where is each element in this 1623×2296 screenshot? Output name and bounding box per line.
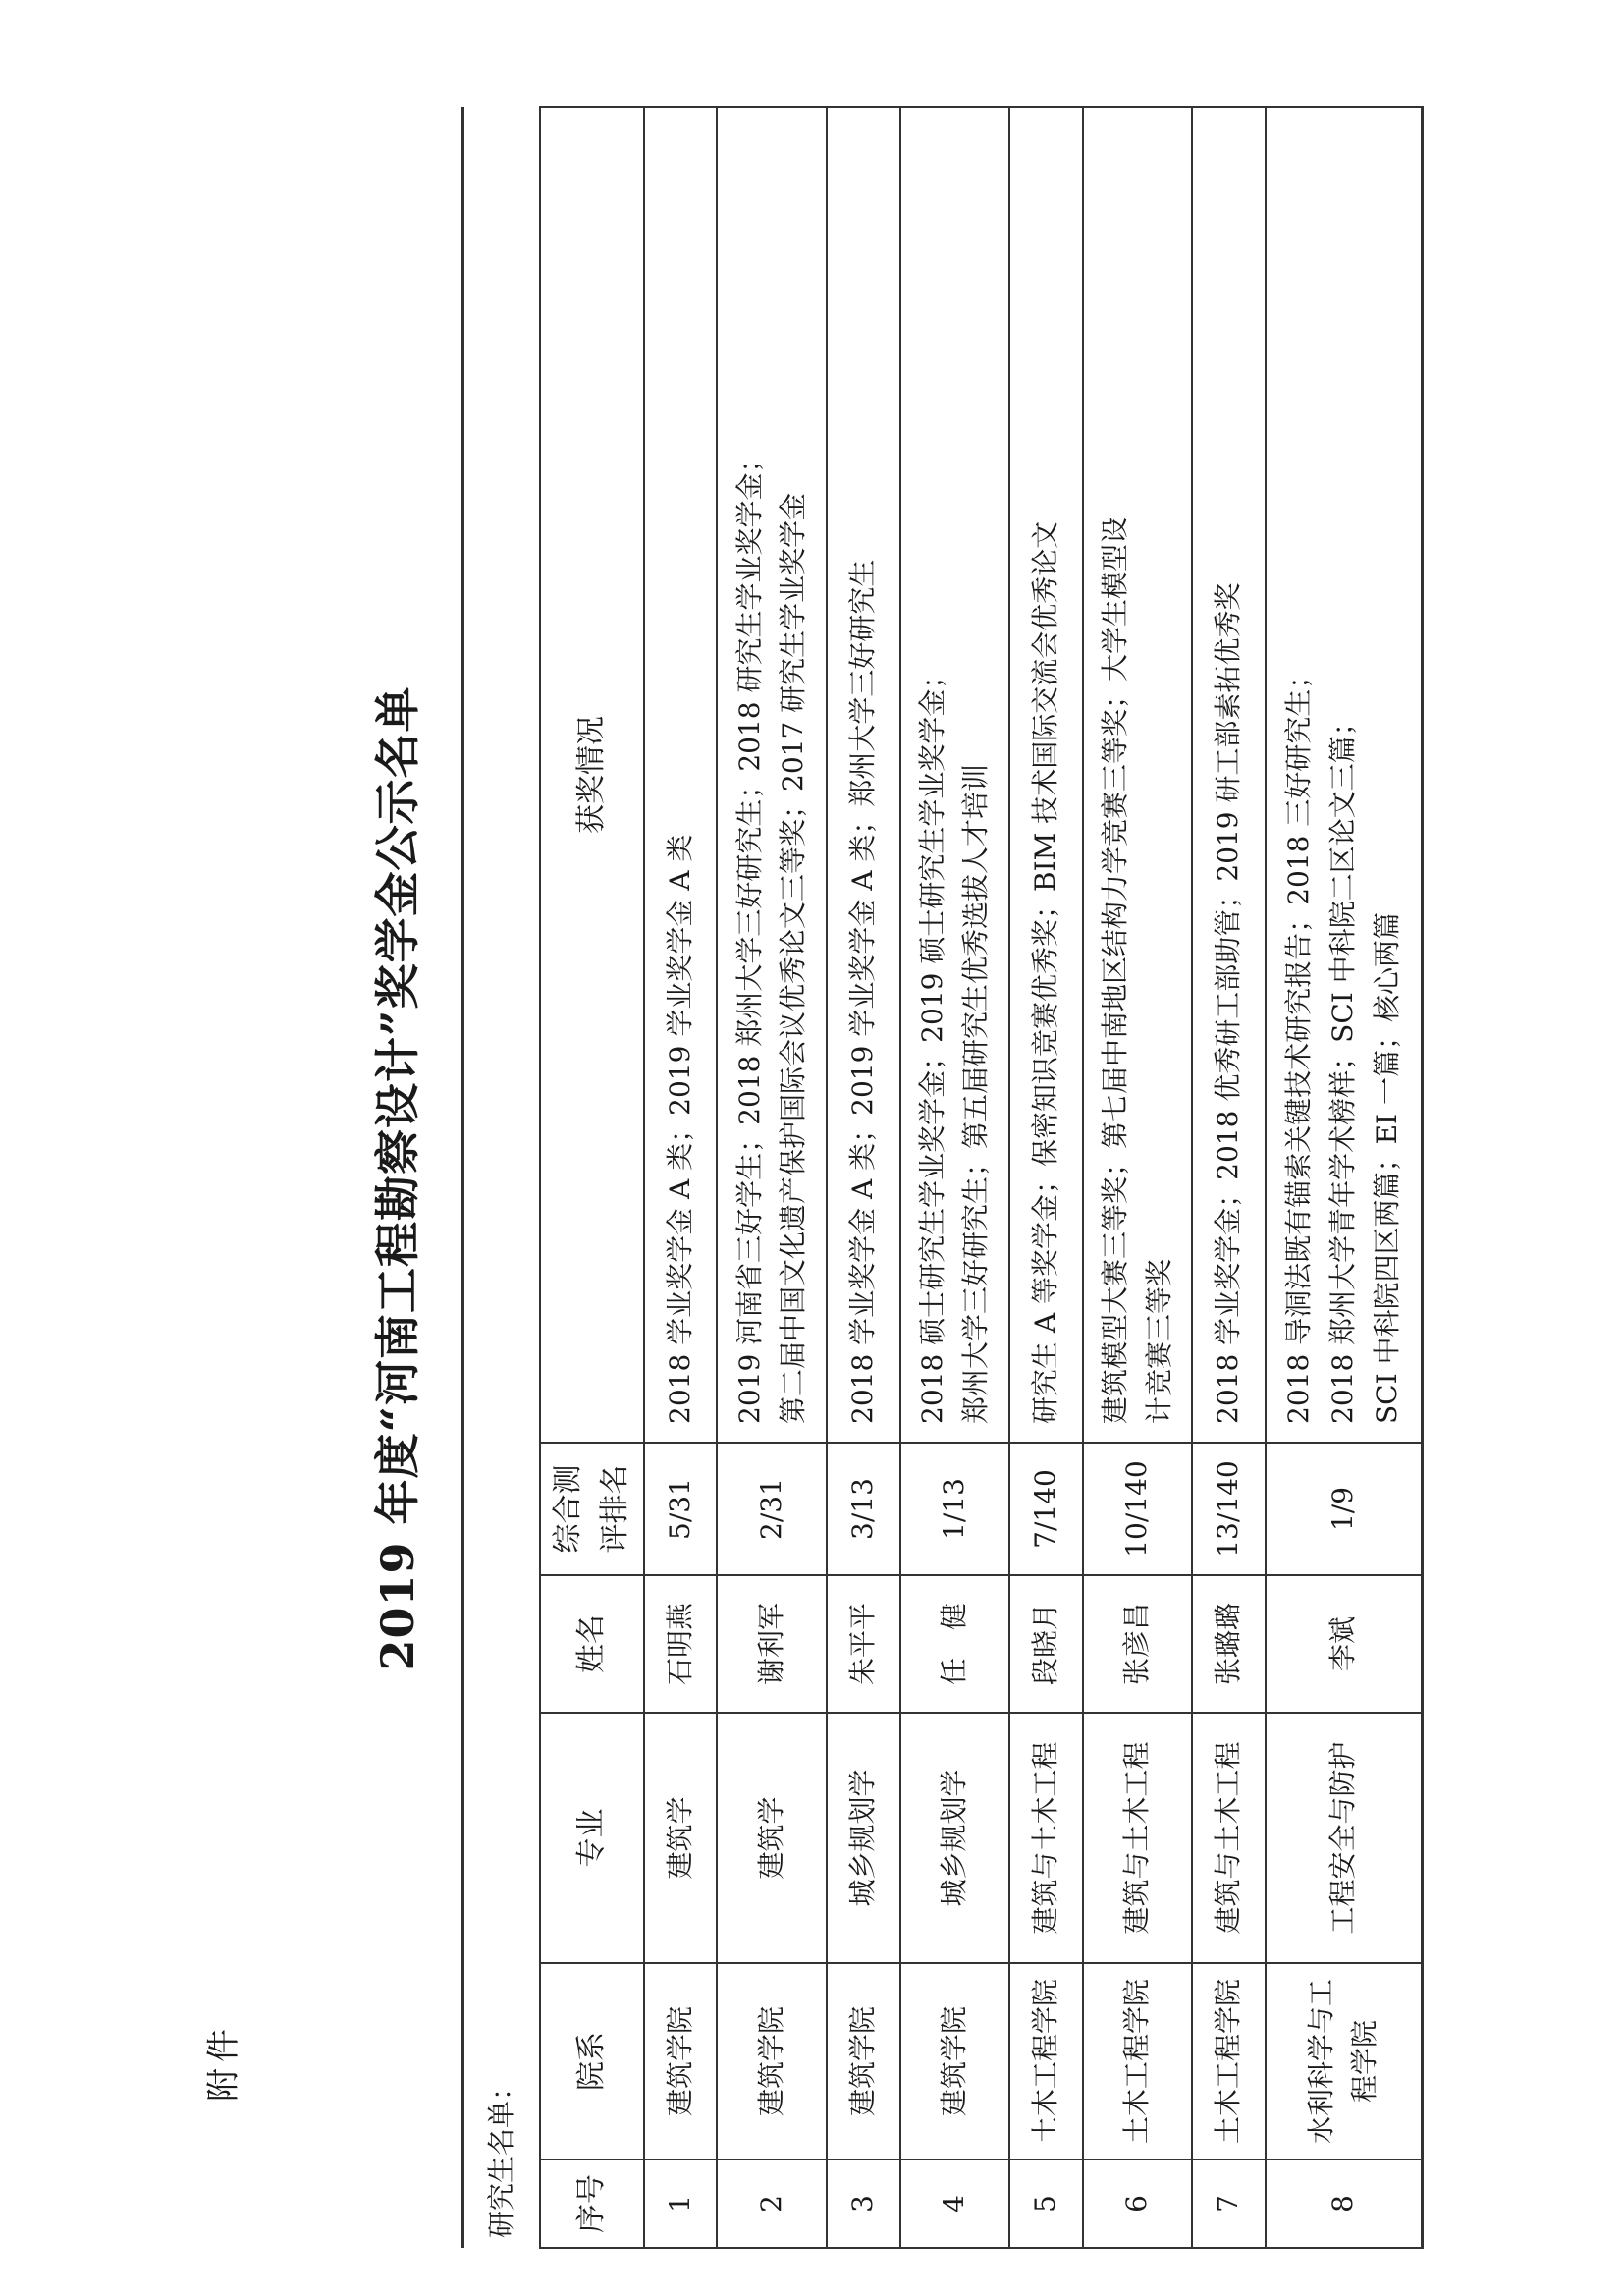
page-title: 2019 年度“河南工程勘察设计”奖学金公示名单 [371,685,424,1671]
row-dept: 建筑学院 [644,1963,717,2159]
table-row [717,107,827,2248]
row-name: 李斌 [1266,1575,1423,1713]
table-row [1083,107,1193,2248]
row-rank: 2/31 [717,1443,827,1575]
row-major: 城乡规划学 [827,1713,899,1963]
row-name: 谢利军 [717,1575,827,1713]
row-rank: 1/9 [1266,1443,1423,1575]
row-awards [644,107,717,1443]
row-name: 任 健 [900,1575,1010,1713]
row-dept: 建筑学院 [717,1963,827,2159]
header-major: 专业 [540,1713,644,1963]
header-awards: 获奖情况 [540,107,644,1443]
header-dept: 院系 [540,1963,644,2159]
row-major: 建筑与土木工程 [1192,1713,1265,1963]
row-major: 建筑与土木工程 [1083,1713,1193,1963]
row-rank: 7/140 [1009,1443,1082,1575]
table-row [1192,107,1265,2248]
row-name: 张彦昌 [1083,1575,1193,1713]
award-line: 郑州大学三好研究生；第五届研究生优秀选拔人才培训 [959,763,993,1424]
row-rank: 1/13 [900,1443,1010,1575]
row-rank: 5/31 [644,1443,717,1575]
table-row [1266,107,1423,2248]
award-line: 2019 河南省三好学生；2018 郑州大学三好研究生；2018 研究生学业奖学金； [732,445,766,1424]
award-line: 第二届中国文化遗产保护国际会议优秀论文三等奖；2017 研究生学业奖学金 [777,492,810,1424]
row-dept: 水利科学与工程学院 [1266,1963,1423,2159]
table-row [644,107,717,2248]
award-line: 2018 导洞法既有锚索关键技术研究报告；2018 三好研究生； [1282,661,1316,1424]
row-number: 8 [1266,2159,1423,2248]
award-line: 2018 郑州大学青年学术榜样；SCI 中科院二区论文三篇； [1326,708,1360,1424]
row-number: 7 [1192,2159,1265,2248]
section-row [463,107,541,2248]
row-number: 2 [717,2159,827,2248]
row-name: 石明燕 [644,1575,717,1713]
header-no: 序号 [540,2159,644,2248]
row-rank: 10/140 [1083,1443,1193,1575]
appendix-label: 附件 [204,2023,243,2102]
row-awards [1009,107,1082,1443]
scholarship-table [461,106,1424,2249]
row-dept: 土木工程学院 [1083,1963,1193,2159]
row-major: 建筑学 [644,1713,717,1963]
award-line: 2018 学业奖学金 A 类；2019 学业奖学金 A 类；郑州大学三好研究生 [845,559,879,1424]
row-number: 1 [644,2159,717,2248]
row-major: 工程安全与防护 [1266,1713,1423,1963]
row-awards [1083,107,1193,1443]
row-major: 建筑学 [717,1713,827,1963]
row-rank: 3/13 [827,1443,899,1575]
row-dept: 建筑学院 [827,1963,899,2159]
award-line: 2018 硕士研究生学业奖学金；2019 硕士研究生学业奖学金； [915,661,948,1424]
row-awards [900,107,1010,1443]
row-number: 5 [1009,2159,1082,2248]
header-name: 姓名 [540,1575,644,1713]
row-dept: 土木工程学院 [1009,1963,1082,2159]
row-awards [1266,107,1423,1443]
table-row [900,107,1010,2248]
table-header-row [540,107,644,2248]
row-major: 城乡规划学 [900,1713,1010,1963]
row-name: 段晓月 [1009,1575,1082,1713]
row-dept: 建筑学院 [900,1963,1010,2159]
header-rank: 综合测评排名 [540,1443,644,1575]
award-line: 建筑模型大赛三等奖；第七届中南地区结构力学竞赛三等奖；大学生模型设 [1098,516,1131,1424]
award-line: SCI 中科院四区两篇；EI 一篇；核心两篇 [1370,912,1403,1424]
row-name: 张璐璐 [1192,1575,1265,1713]
row-dept: 土木工程学院 [1192,1963,1265,2159]
row-awards [717,107,827,1443]
table-row [827,107,899,2248]
section-label: 研究生名单： [463,107,541,2248]
row-name: 朱平平 [827,1575,899,1713]
row-major: 建筑与土木工程 [1009,1713,1082,1963]
row-rank: 13/140 [1192,1443,1265,1575]
row-number: 6 [1083,2159,1193,2248]
award-line: 2018 学业奖学金 A 类；2019 学业奖学金 A 类 [663,834,696,1424]
row-number: 3 [827,2159,899,2248]
award-line: 计竞赛三等奖 [1142,1258,1175,1424]
table-body [644,107,1423,2248]
rotated-page [353,108,1424,2249]
table-row [1009,107,1082,2248]
award-line: 2018 学业奖学金；2018 优秀研工部助管；2019 研工部素拓优秀奖 [1212,582,1245,1424]
award-line: 研究生 A 等奖学金；保密知识竞赛优秀奖；BIM 技术国际交流会优秀论文 [1029,520,1062,1424]
row-awards [1192,107,1265,1443]
row-number: 4 [900,2159,1010,2248]
row-awards [827,107,899,1443]
